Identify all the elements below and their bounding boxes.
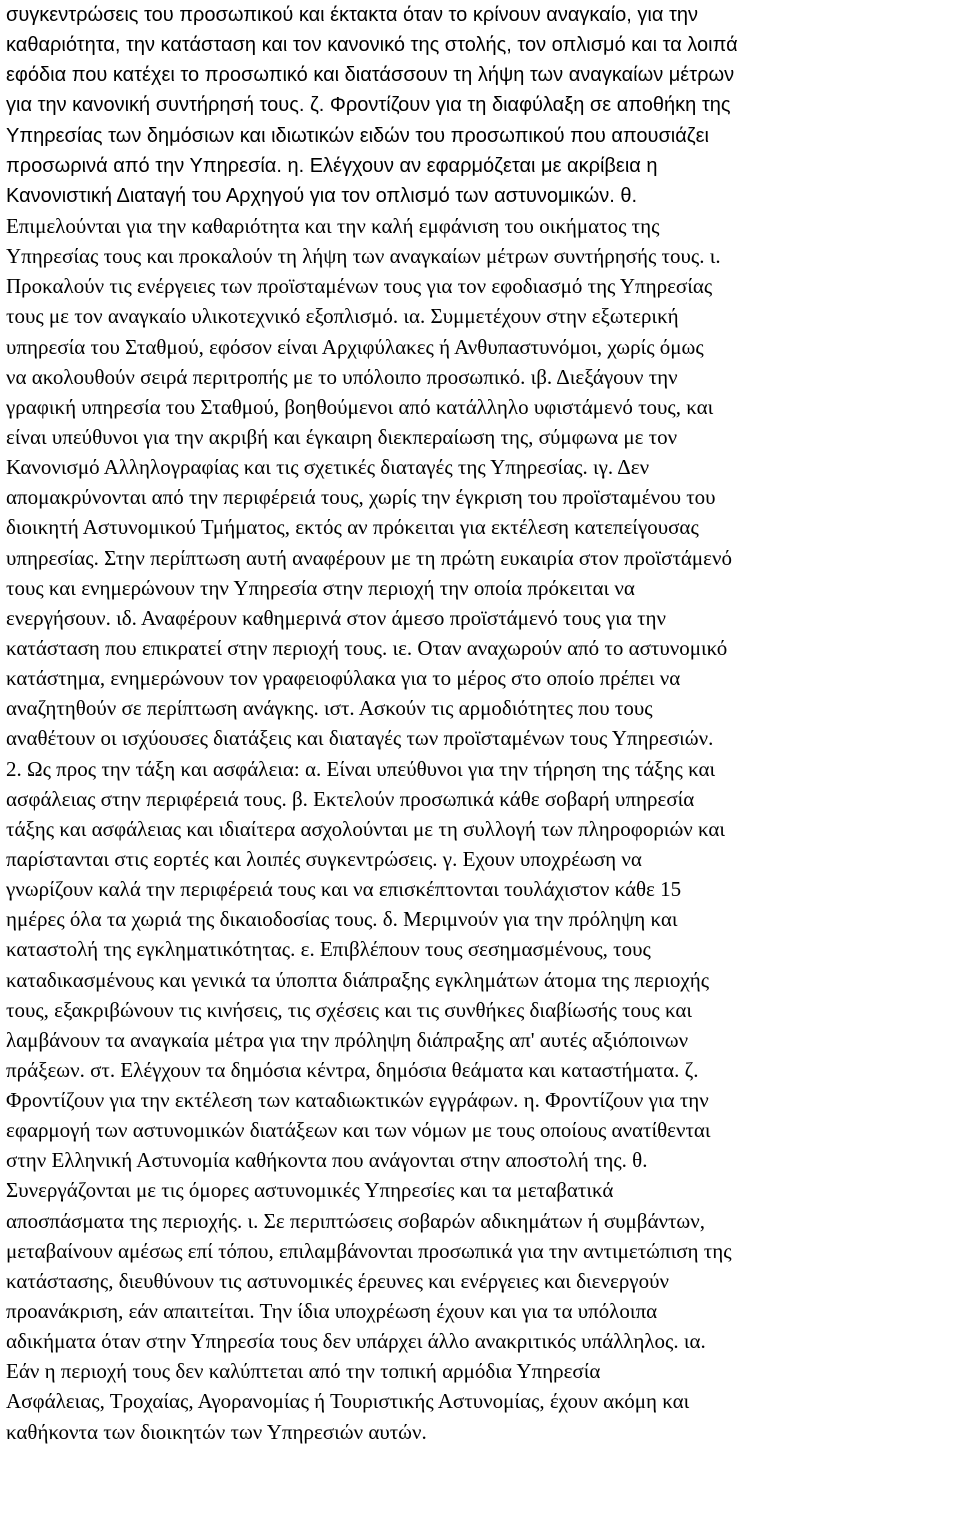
text-line: καθαριότητα, την κατάσταση και τον κανονικό της στολής, τον οπλισμό και τα λοιπά (6, 34, 738, 57)
text-line: Φροντίζουν για την εκτέλεση των καταδιωκτικών εγγράφων. η. Φροντίζουν για την (6, 1088, 709, 1113)
body-text (6, 0, 958, 1447)
text-line: στην Ελληνική Αστυνομία καθήκοντα που ανάγονται στην αποστολή της. θ. (6, 1148, 648, 1173)
text-line: αναζητηθούν σε περίπτωση ανάγκης. ιστ. Ασκούν τις αρμοδιότητες που τους (6, 696, 653, 721)
text-line: διοικητή Αστυνομικού Τμήματος, εκτός αν πρόκειται για εκτέλεση κατεπείγουσας (6, 515, 699, 540)
text-line: αναθέτουν οι ισχύουσες διατάξεις και διαταγές των προϊσταμένων τους Υπηρεσιών. (6, 726, 714, 751)
text-line: τάξης και ασφάλειας και ιδιαίτερα ασχολούνται με τη συλλογή των πληροφοριών και (6, 816, 726, 841)
text-line: γραφική υπηρεσία του Σταθμού, βοηθούμενοι από κατάλληλο υφιστάμενό τους, και (6, 394, 714, 419)
text-line: Προκαλούν τις ενέργειες των προϊσταμένων τους για τον εφοδιασμό της Υπηρεσίας (6, 274, 713, 299)
text-line: Συνεργάζονται με τις όμορες αστυνομικές Υπηρεσίες και τα μεταβατικά (6, 1178, 614, 1203)
text-line: παρίστανται στις εορτές και λοιπές συγκεντρώσεις. γ. Εχουν υποχρέωση να (6, 846, 642, 871)
text-line: προσωρινά από την Υπηρεσία. η. Ελέγχουν αν εφαρμόζεται με ακρίβεια η (6, 154, 658, 177)
text-line: Υπηρεσίας τους και προκαλούν τη λήψη των αναγκαίων μέτρων συντήρησής τους. ι. (6, 244, 721, 269)
text-line: κατάσταση που επικρατεί στην περιοχή τους. ιε. Οταν αναχωρούν από το αστυνομικό (6, 635, 728, 660)
text-line: καταδικασμένους και γενικά τα ύποπτα διάπραξης εγκλημάτων άτομα της περιοχής (6, 967, 710, 992)
text-line: υπηρεσία του Σταθμού, εφόσον είναι Αρχιφύλακες ή Ανθυπαστυνόμοι, χωρίς όμως (6, 334, 704, 359)
text-line: Ασφάλειας, Τροχαίας, Αγορανομίας ή Τουριστικής Αστυνομίας, έχουν ακόμη και (6, 1389, 690, 1414)
text-line: Κανονισμό Αλληλογραφίας και τις σχετικές διαταγές της Υπηρεσίας. ιγ. Δεν (6, 455, 650, 480)
text-line: προανάκριση, εάν απαιτείται. Την ίδια υποχρέωση έχουν και για τα υπόλοιπα (6, 1299, 658, 1324)
text-line: τους με τον αναγκαίο υλικοτεχνικό εξοπλισμό. ια. Συμμετέχουν στην εξωτερική (6, 304, 679, 329)
text-line: Επιμελούνται για την καθαριότητα και την καλή εμφάνιση του οικήματος της (6, 213, 660, 238)
text-line: εφαρμογή των αστυνομικών διατάξεων και των νόμων με τους οποίους ανατίθενται (6, 1118, 711, 1143)
text-line: καθήκοντα των διοικητών των Υπηρεσιών αυτών. (6, 1419, 427, 1444)
text-line: Υπηρεσίας των δημόσιων και ιδιωτικών ειδών του προσωπικού που απουσιάζει (6, 124, 709, 147)
text-line: κατάστημα, ενημερώνουν τον γραφειοφύλακα για το μέρος στο οποίο πρέπει να (6, 666, 681, 691)
text-line: να ακολουθούν σειρά περιτροπής με το υπόλοιπο προσωπικό. ιβ. Διεξάγουν την (6, 364, 678, 389)
text-line: αδικήματα όταν στην Υπηρεσία τους δεν υπάρχει άλλο ανακριτικός υπάλληλος. ια. (6, 1329, 706, 1354)
text-line: υπηρεσίας. Στην περίπτωση αυτή αναφέρουν με τη πρώτη ευκαιρία στον προϊστάμενό (6, 545, 732, 570)
text-line: Εάν η περιοχή τους δεν καλύπτεται από την τοπική αρμόδια Υπηρεσία (6, 1359, 601, 1384)
text-line: γνωρίζουν καλά την περιφέρειά τους και να επισκέπτονται τουλάχιστον κάθε 15 (6, 877, 682, 902)
text-line: ασφάλειας στην περιφέρειά τους. β. Εκτελούν προσωπικά κάθε σοβαρή υπηρεσία (6, 786, 695, 811)
text-line: τους, εξακριβώνουν τις κινήσεις, τις σχέσεις και τις συνθήκες διαβίωσής τους και (6, 997, 693, 1022)
text-line: 2. Ως προς την τάξη και ασφάλεια: α. Είναι υπεύθυνοι για την τήρηση της τάξης και (6, 756, 716, 781)
text-line: απομακρύνονται από την περιφέρειά τους, χωρίς την έγκριση του προϊσταμένου του (6, 485, 716, 510)
text-line: ημέρες όλα τα χωριά της δικαιοδοσίας τους. δ. Μεριμνούν για την πρόληψη και (6, 907, 678, 932)
text-line: ενεργήσουν. ιδ. Αναφέρουν καθημερινά στον άμεσο προϊστάμενό τους για την (6, 605, 667, 630)
text-line: είναι υπεύθυνοι για την ακριβή και έγκαιρη διεκπεραίωση της, σύμφωνα με τον (6, 424, 678, 449)
text-line: μεταβαίνουν αμέσως επί τόπου, επιλαμβάνονται προσωπικά για την αντιμετώπιση της (6, 1238, 732, 1263)
text-line: συγκεντρώσεις του προσωπικού και έκτακτα όταν το κρίνουν αναγκαίο, για την (6, 4, 698, 26)
text-line: Κανονιστική Διαταγή του Αρχηγού για τον οπλισμό των αστυνομικών. θ. (6, 184, 638, 207)
text-line: εφόδια που κατέχει το προσωπικό και διατάσσουν τη λήψη των αναγκαίων μέτρων (6, 64, 735, 87)
text-line: καταστολή της εγκληματικότητας. ε. Επιβλέπουν τους σεσημασμένους, τους (6, 937, 651, 962)
text-line: αποσπάσματα της περιοχής. ι. Σε περιπτώσεις σοβαρών αδικημάτων ή συμβάντων, (6, 1208, 705, 1233)
text-line: για την κανονική συντήρησή τους. ζ. Φροντίζουν για τη διαφύλαξη σε αποθήκη της (6, 94, 731, 117)
text-line: κατάστασης, διευθύνουν τις αστυνομικές έρευνες και ενέργειες και διενεργούν (6, 1268, 669, 1293)
text-line: πράξεων. στ. Ελέγχουν τα δημόσια κέντρα, δημόσια θεάματα και καταστήματα. ζ. (6, 1057, 699, 1082)
text-line: τους και ενημερώνουν την Υπηρεσία στην περιοχή την οποία πρόκειται να (6, 575, 635, 600)
text-line: λαμβάνουν τα αναγκαία μέτρα για την πρόληψη διάπραξης απ' αυτές αξιόποινων (6, 1027, 689, 1052)
